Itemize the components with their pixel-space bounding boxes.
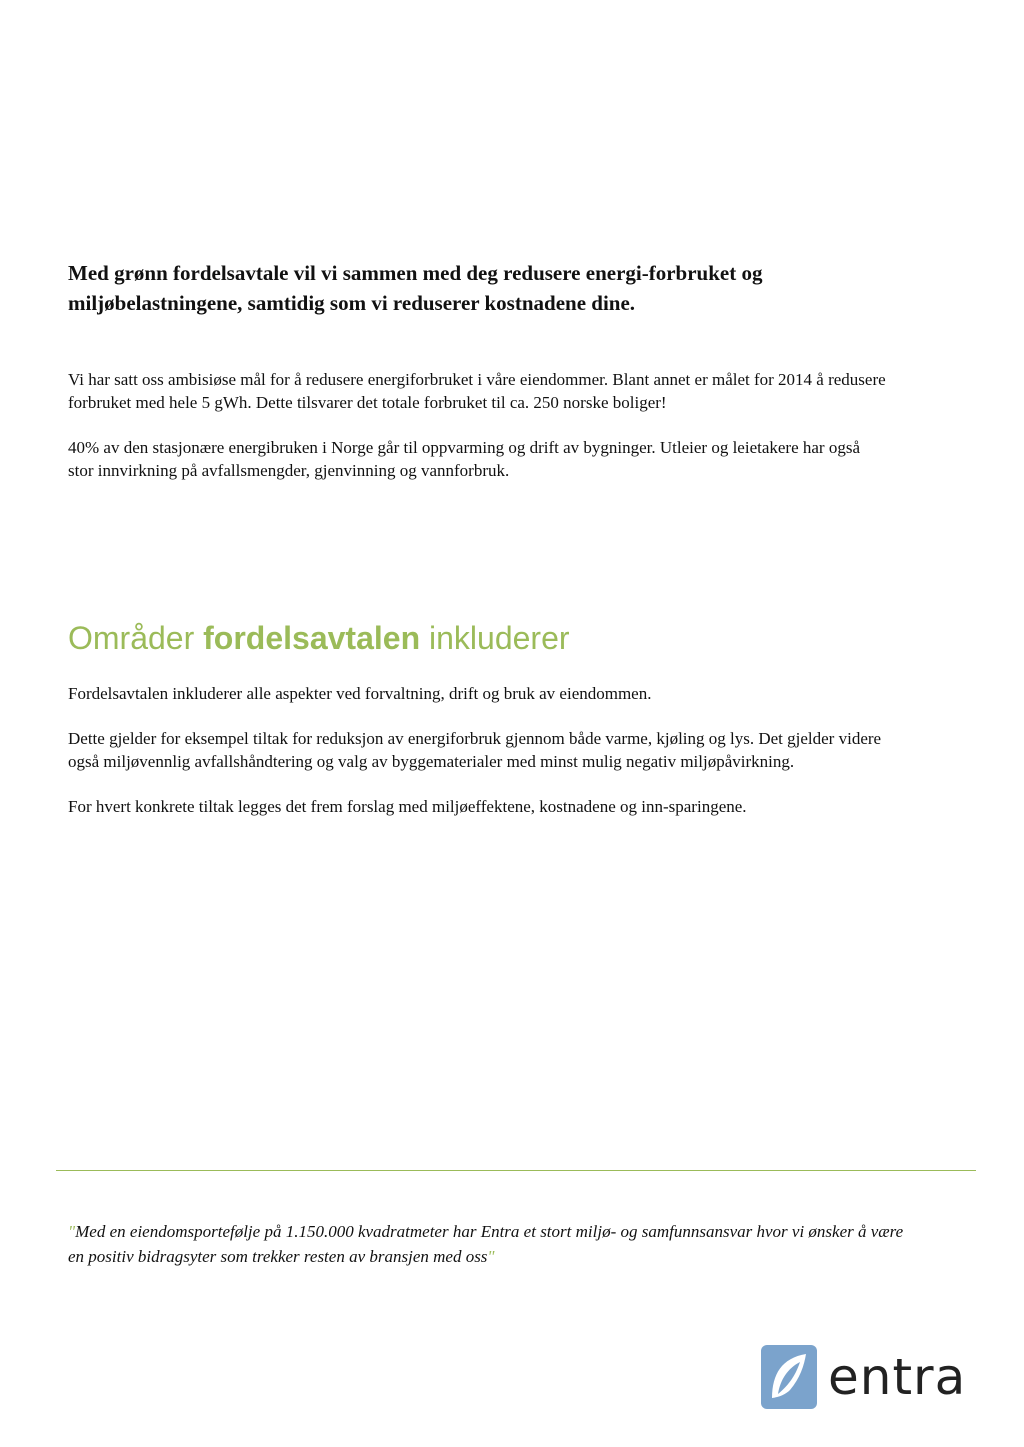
quote-close-mark: " bbox=[487, 1247, 495, 1266]
intro-paragraph-1: Vi har satt oss ambisiøse mål for å redusere energiforbruket i våre eiendommer. Blant annet er målet for 2014 å redusere forbruket med hele 5 gWh. Dette tilsvarer det totale forbruket til ca. 250 norske boliger! bbox=[68, 370, 886, 412]
quote-text: Med en eiendomsportefølje på 1.150.000 kvadratmeter har Entra et stort miljø- og samfunnsansvar hvor vi ønsker å være en positiv bidragsyter som trekker resten av bransjen med oss bbox=[68, 1222, 904, 1266]
section-paragraph-1: Fordelsavtalen inkluderer alle aspekter ved forvaltning, drift og bruk av eiendommen. bbox=[68, 684, 652, 703]
quote-open-mark: " bbox=[68, 1222, 76, 1241]
section-heading-bold: fordelsavtalen bbox=[203, 620, 421, 656]
quote bbox=[68, 1219, 908, 1269]
section-paragraph-3: For hvert konkrete tiltak legges det frem forslag med miljøeffektene, kostnadene og inn-sparingene. bbox=[68, 797, 747, 816]
lead-paragraph: Med grønn fordelsavtale vil vi sammen med deg redusere energi-forbruket og miljøbelastningene, samtidig som vi reduserer kostnadene dine. bbox=[68, 261, 763, 315]
section-paragraph-2: Dette gjelder for eksempel tiltak for reduksjon av energiforbruk gjennom både varme, kjøling og lys. Det gjelder videre også miljøvennlig avfallshåndtering og valg av byggematerialer med minst mulig negativ miljøpåvirkning. bbox=[68, 729, 882, 771]
intro-paragraph-2: 40% av den stasjonære energibruken i Norge går til oppvarming og drift av bygninger. Utleier og leietakere har også stor innvirkning på avfallsmengder, gjenvinning og vannforbruk. bbox=[68, 438, 861, 480]
section-heading-pre: Områder bbox=[68, 620, 204, 656]
entra-logo-icon bbox=[760, 1344, 818, 1410]
intro-section bbox=[68, 368, 888, 482]
section-heading bbox=[68, 616, 570, 660]
entra-logo-text: entra bbox=[828, 1348, 967, 1406]
entra-logo bbox=[760, 1342, 992, 1412]
green-divider bbox=[56, 1170, 976, 1171]
section-heading-post: inkluderer bbox=[420, 620, 570, 656]
section-body bbox=[68, 682, 888, 818]
